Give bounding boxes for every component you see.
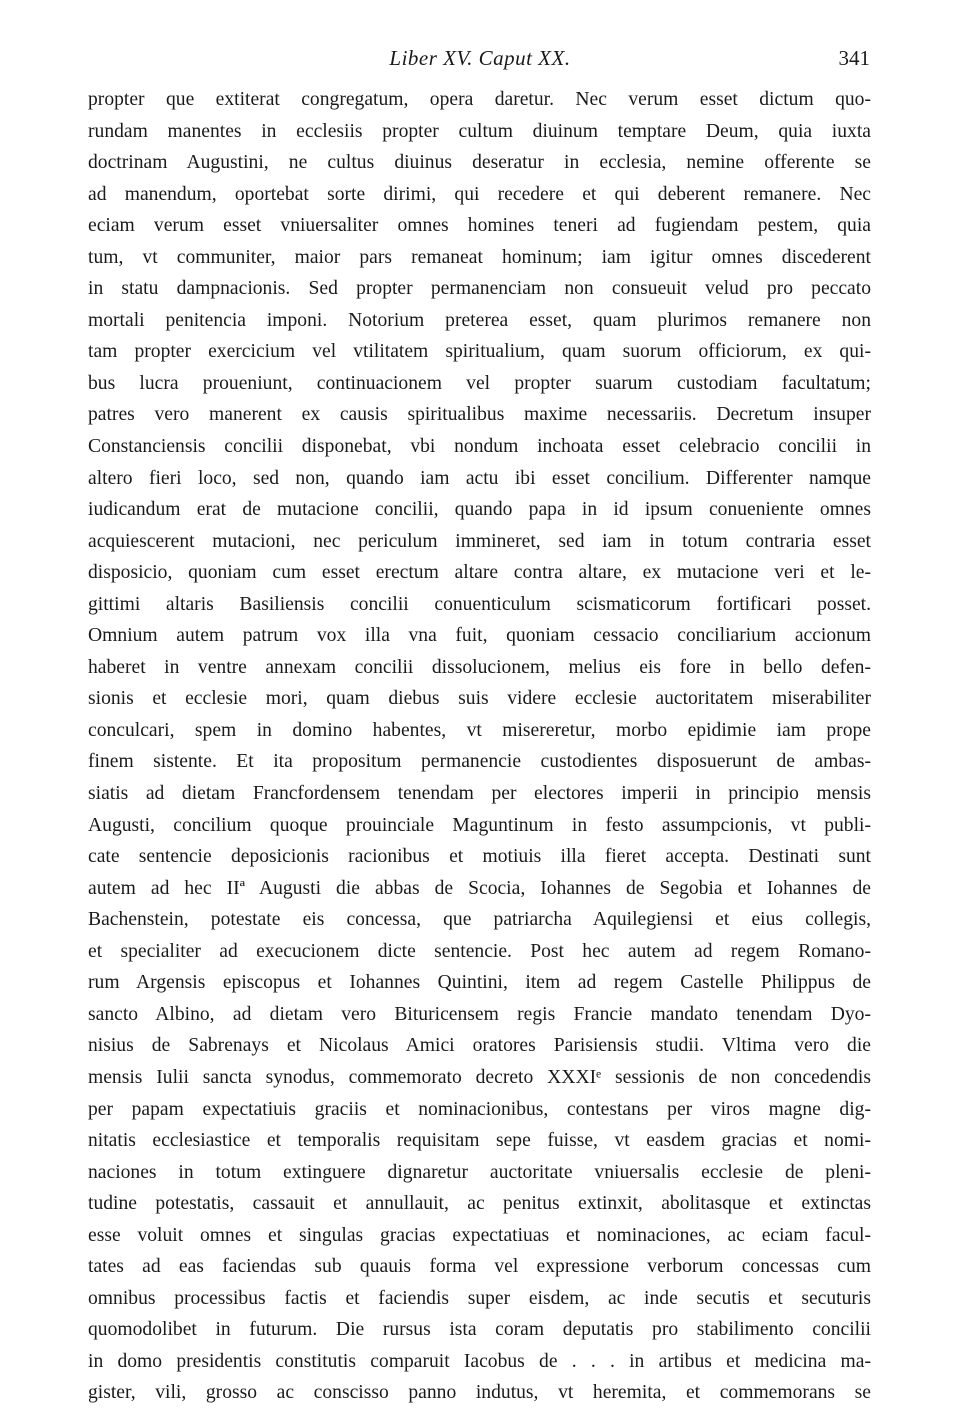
- text-line: patres vero manerent ex causis spiritualibus maxime necessariis. Decretum insuper: [88, 404, 871, 426]
- text-line: mensis Iulii sancta synodus, commemorato decreto XXXIᵉ sessionis de non concedendis: [88, 1066, 871, 1088]
- page-number: 341: [838, 46, 870, 70]
- text-line: tam propter exercicium vel vtilitatem spiritualium, quam suorum officiorum, ex qui-: [88, 341, 871, 363]
- text-line: tates ad eas faciendas sub quauis forma vel expressione verborum concessas cum: [88, 1256, 871, 1278]
- text-line: cate sentencie deposicionis racionibus et motiuis illa fieret accepta. Destinati sunt: [88, 846, 871, 868]
- text-line: rum Argensis episcopus et Iohannes Quintini, item ad regem Castelle Philippus de: [88, 972, 871, 994]
- text-line: bus lucra proueniunt, continuacionem vel propter suarum custodiam facultatum;: [88, 372, 871, 394]
- text-line: gittimi altaris Basiliensis concilii conuenticulum scismaticorum fortificari posset.: [88, 593, 871, 615]
- text-line: disposicio, quoniam cum esset erectum altare contra altare, ex mutacione veri et le-: [88, 562, 871, 584]
- text-line: nitatis ecclesiastice et temporalis requisitam sepe fuisse, vt easdem gracias et nomi-: [88, 1130, 871, 1152]
- text-line: ad manendum, oportebat sorte dirimi, qui recedere et qui deberent remanere. Nec: [88, 183, 871, 205]
- text-line: Augusti, concilium quoque prouinciale Maguntinum in festo assumpcionis, vt publi-: [88, 814, 871, 836]
- text-line: altero fieri loco, sed non, quando iam actu ibi esset concilium. Differenter namque: [88, 467, 871, 489]
- text-line: tudine potestatis, cassauit et annullauit, ac penitus extinxit, abolitasque et extinctas: [88, 1193, 871, 1215]
- text-line: acquiescerent mutacioni, nec periculum immineret, sed iam in totum contraria esset: [88, 530, 871, 552]
- text-line: Bachenstein, potestate eis concessa, que patriarcha Aquilegiensi et eius collegis,: [88, 909, 871, 931]
- text-line: Constanciensis concilii disponebat, vbi nondum inchoata esset celebracio concilii in: [88, 436, 871, 458]
- text-line: omnibus processibus factis et faciendis super eisdem, ac inde secutis et secuturis: [88, 1287, 871, 1309]
- text-line: Omnium autem patrum vox illa vna fuit, quoniam cessacio conciliarium accionum: [88, 625, 871, 647]
- text-line: finem sistente. Et ita propositum permanencie custodientes disposuerunt de ambas-: [88, 751, 871, 773]
- running-head: [90, 40, 870, 76]
- text-line: iudicandum erat de mutacione concilii, quando papa in id ipsum conueniente omnes: [88, 499, 871, 521]
- text-line: eciam verum esset vniuersaliter omnes homines teneri ad fugiendam pestem, quia: [88, 215, 871, 237]
- text-line: autem ad hec IIª Augusti die abbas de Scocia, Iohannes de Segobia et Iohannes de: [88, 877, 871, 899]
- text-line: sancto Albino, ad dietam vero Bituricensem regis Francie mandato tenendam Dyo-: [88, 1003, 871, 1025]
- text-line: et specialiter ad execucionem dicte sentencie. Post hec autem ad regem Romano-: [88, 940, 871, 962]
- text-line: quomodolibet in futurum. Die rursus ista coram deputatis pro stabilimento concilii: [88, 1319, 871, 1341]
- body-text: [88, 84, 871, 1409]
- text-line: tum, vt communiter, maior pars remaneat hominum; iam igitur omnes discederent: [88, 246, 871, 268]
- text-line: sionis et ecclesie mori, quam diebus suis videre ecclesie auctoritatem miserabiliter: [88, 688, 871, 710]
- text-line: siatis ad dietam Francfordensem tenendam per electores imperii in principio mensis: [88, 783, 871, 805]
- text-line: esse voluit omnes et singulas gracias expectatiuas et nominaciones, ac eciam facul-: [88, 1224, 871, 1246]
- text-line: in statu dampnacionis. Sed propter permanenciam non consueuit velud pro peccato: [88, 278, 871, 300]
- running-title: Liber XV. Caput XX.: [389, 46, 571, 70]
- text-line: propter que extiterat congregatum, opera daretur. Nec verum esset dictum quo-: [88, 89, 871, 110]
- text-line: naciones in totum extinguere dignaretur auctoritate vniuersalis ecclesie de pleni-: [88, 1161, 871, 1183]
- text-line: in domo presidentis constitutis comparuit Iacobus de . . . in artibus et medicina ma-: [88, 1350, 871, 1372]
- text-line: nisius de Sabrenays et Nicolaus Amici oratores Parisiensis studii. Vltima vero die: [88, 1035, 871, 1057]
- text-line: rundam manentes in ecclesiis propter cultum diuinum temptare Deum, quia iuxta: [88, 120, 871, 142]
- text-line: doctrinam Augustini, ne cultus diuinus deseratur in ecclesia, nemine offerente se: [88, 152, 871, 174]
- text-line: haberet in ventre annexam concilii dissolucionem, melius eis fore in bello defen-: [88, 656, 871, 678]
- text-line: mortali penitencia imponi. Notorium preterea esset, quam plurimos remanere non: [88, 309, 871, 331]
- text-line: gister, vili, grosso ac conscisso panno indutus, vt heremita, et commemorans se: [88, 1382, 871, 1404]
- text-line: per papam expectatiuis graciis et nominacionibus, contestans per viros magne dig-: [88, 1098, 871, 1120]
- text-line: conculcari, spem in domino habentes, vt misereretur, morbo epidimie iam prope: [88, 719, 871, 741]
